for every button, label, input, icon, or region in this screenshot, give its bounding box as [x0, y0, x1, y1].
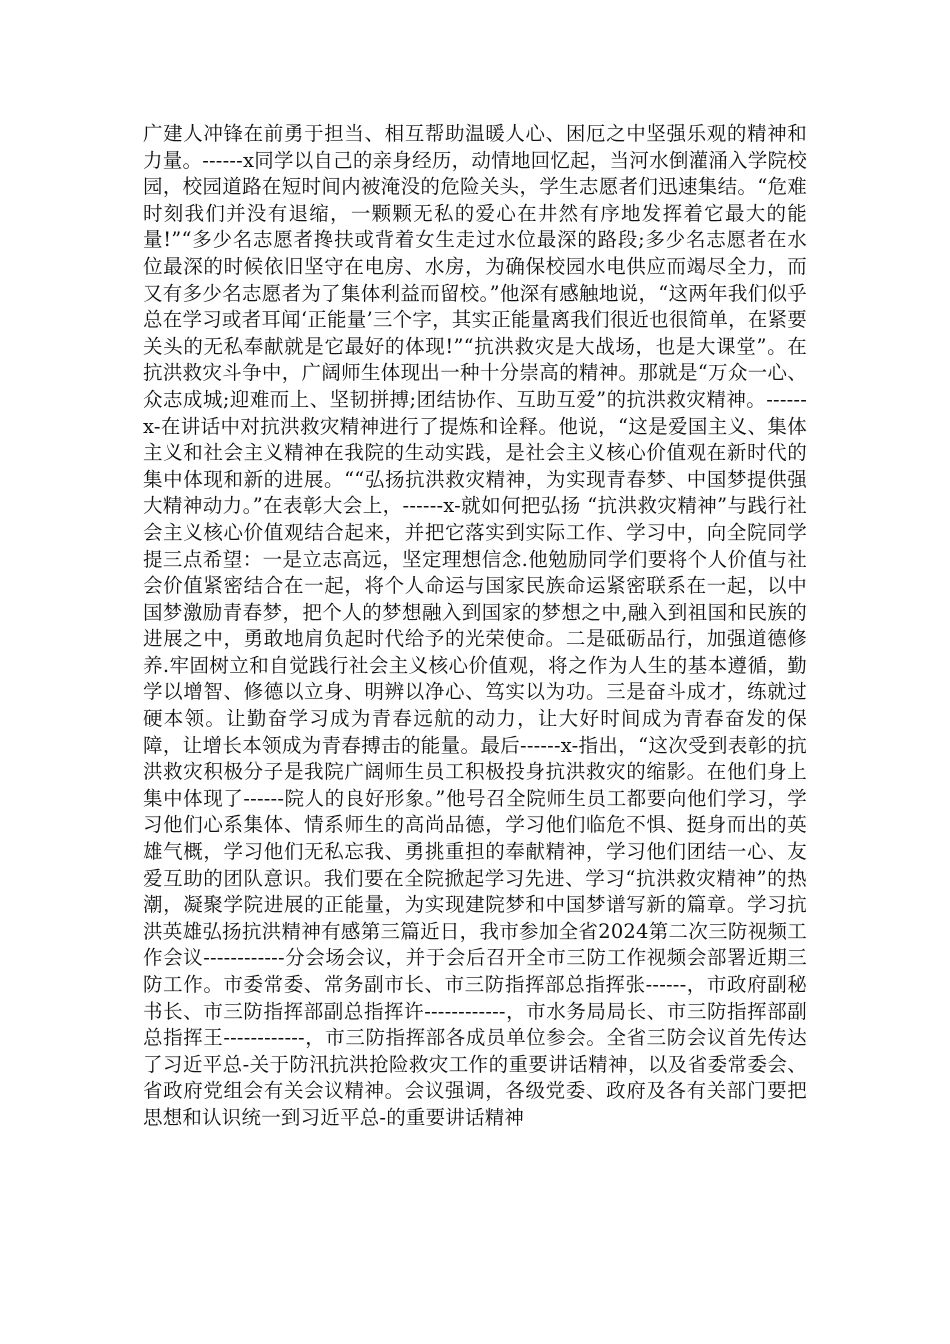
body-text-block — [143, 121, 807, 1132]
body-paragraph: 广建人冲锋在前勇于担当、相互帮助温暖人心、困厄之中坚强乐观的精神和力量。------x同学以自己的亲身经历，动情地回忆起，当河水倒灌涌入学院校园，校园道路在短时间内被淹没的危险关头，学生志愿者们迅速集结。“危难时刻我们并没有退缩，一颗颗无私的爱心在井然有序地发挥着它最大的能量!”“多少名志愿者搀扶或背着女生走过水位最深的路段;多少名志愿者在水位最深的时候依旧坚守在电房、水房，为确保校园水电供应而竭尽全力，而又有多少名志愿者为了集体利益而留校。”他深有感触地说，“这两年我们似乎总在学习或者耳闻‘正能量’三个字，其实正能量离我们很近也很简单，在紧要关头的无私奉献就是它最好的体现!”“抗洪救灾是大战场，也是大课堂”。在抗洪救灾斗争中，广阔师生体现出一种十分崇高的精神。那就是“万众一心、众志成城;迎难而上、坚韧拼搏;团结协作、互助互爱”的抗洪救灾精神。------x-在讲话中对抗洪救灾精神进行了提炼和诠释。他说，“这是爱国主义、集体主义和社会主义精神在我院的生动实践，是社会主义核心价值观在新时代的集中体现和新的进展。““弘扬抗洪救灾精神，为实现青春梦、中国梦提供强大精神动力。”在表彰大会上，------x-就如何把弘扬 “抗洪救灾精神”与践行社会主义核心价值观结合起来，并把它落实到实际工作、学习中，向全院同学提三点希望：一是立志高远，坚定理想信念.他勉励同学们要将个人价值与社会价值紧密结合在一起，将个人命运与国家民族命运紧密联系在一起，以中国梦激励青春梦，把个人的梦想融入到国家的梦想之中,融入到祖国和民族的进展之中，勇敢地肩负起时代给予的光荣使命。二是砥砺品行，加强道德修养.牢固树立和自觉践行社会主义核心价值观，将之作为人生的基本遵循，勤学以增智、修德以立身、明辨以净心、笃实以为功。三是奋斗成才，练就过硬本领。让勤奋学习成为青春远航的动力，让大好时间成为青春奋发的保障，让增长本领成为青春搏击的能量。最后------x-指出，“这次受到表彰的抗洪救灾积极分子是我院广阔师生员工积极投身抗洪救灾的缩影。在他们身上集中体现了------院人的良好形象。”他号召全院师生员工都要向他们学习，学习他们心系集体、情系师生的高尚品德，学习他们临危不惧、挺身而出的英雄气概，学习他们无私忘我、勇挑重担的奉献精神，学习他们团结一心、友爱互助的团队意识。我们要在全院掀起学习先进、学习“抗洪救灾精神”的热潮，凝聚学院进展的正能量，为实现建院梦和中国梦谱写新的篇章。学习抗洪英雄弘扬抗洪精神有感第三篇近日，我市参加全省2024第二次三防视频工作会议------------分会场会议，并于会后召开全市三防工作视频会部署近期三防工作。市委常委、常务副市长、市三防指挥部总指挥张------，市政府副秘书长、市三防指挥部副总指挥许------------，市水务局局长、市三防指挥部副总指挥王------------，市三防指挥部各成员单位参会。全省三防会议首先传达了习近平总-关于防汛抗洪抢险救灾工作的重要讲话精神，以及省委常委会、省政府党组会有关会议精神。会议强调，各级党委、政府及各有关部门要把思想和认识统一到习近平总-的重要讲话精神 — [143, 122, 807, 1129]
